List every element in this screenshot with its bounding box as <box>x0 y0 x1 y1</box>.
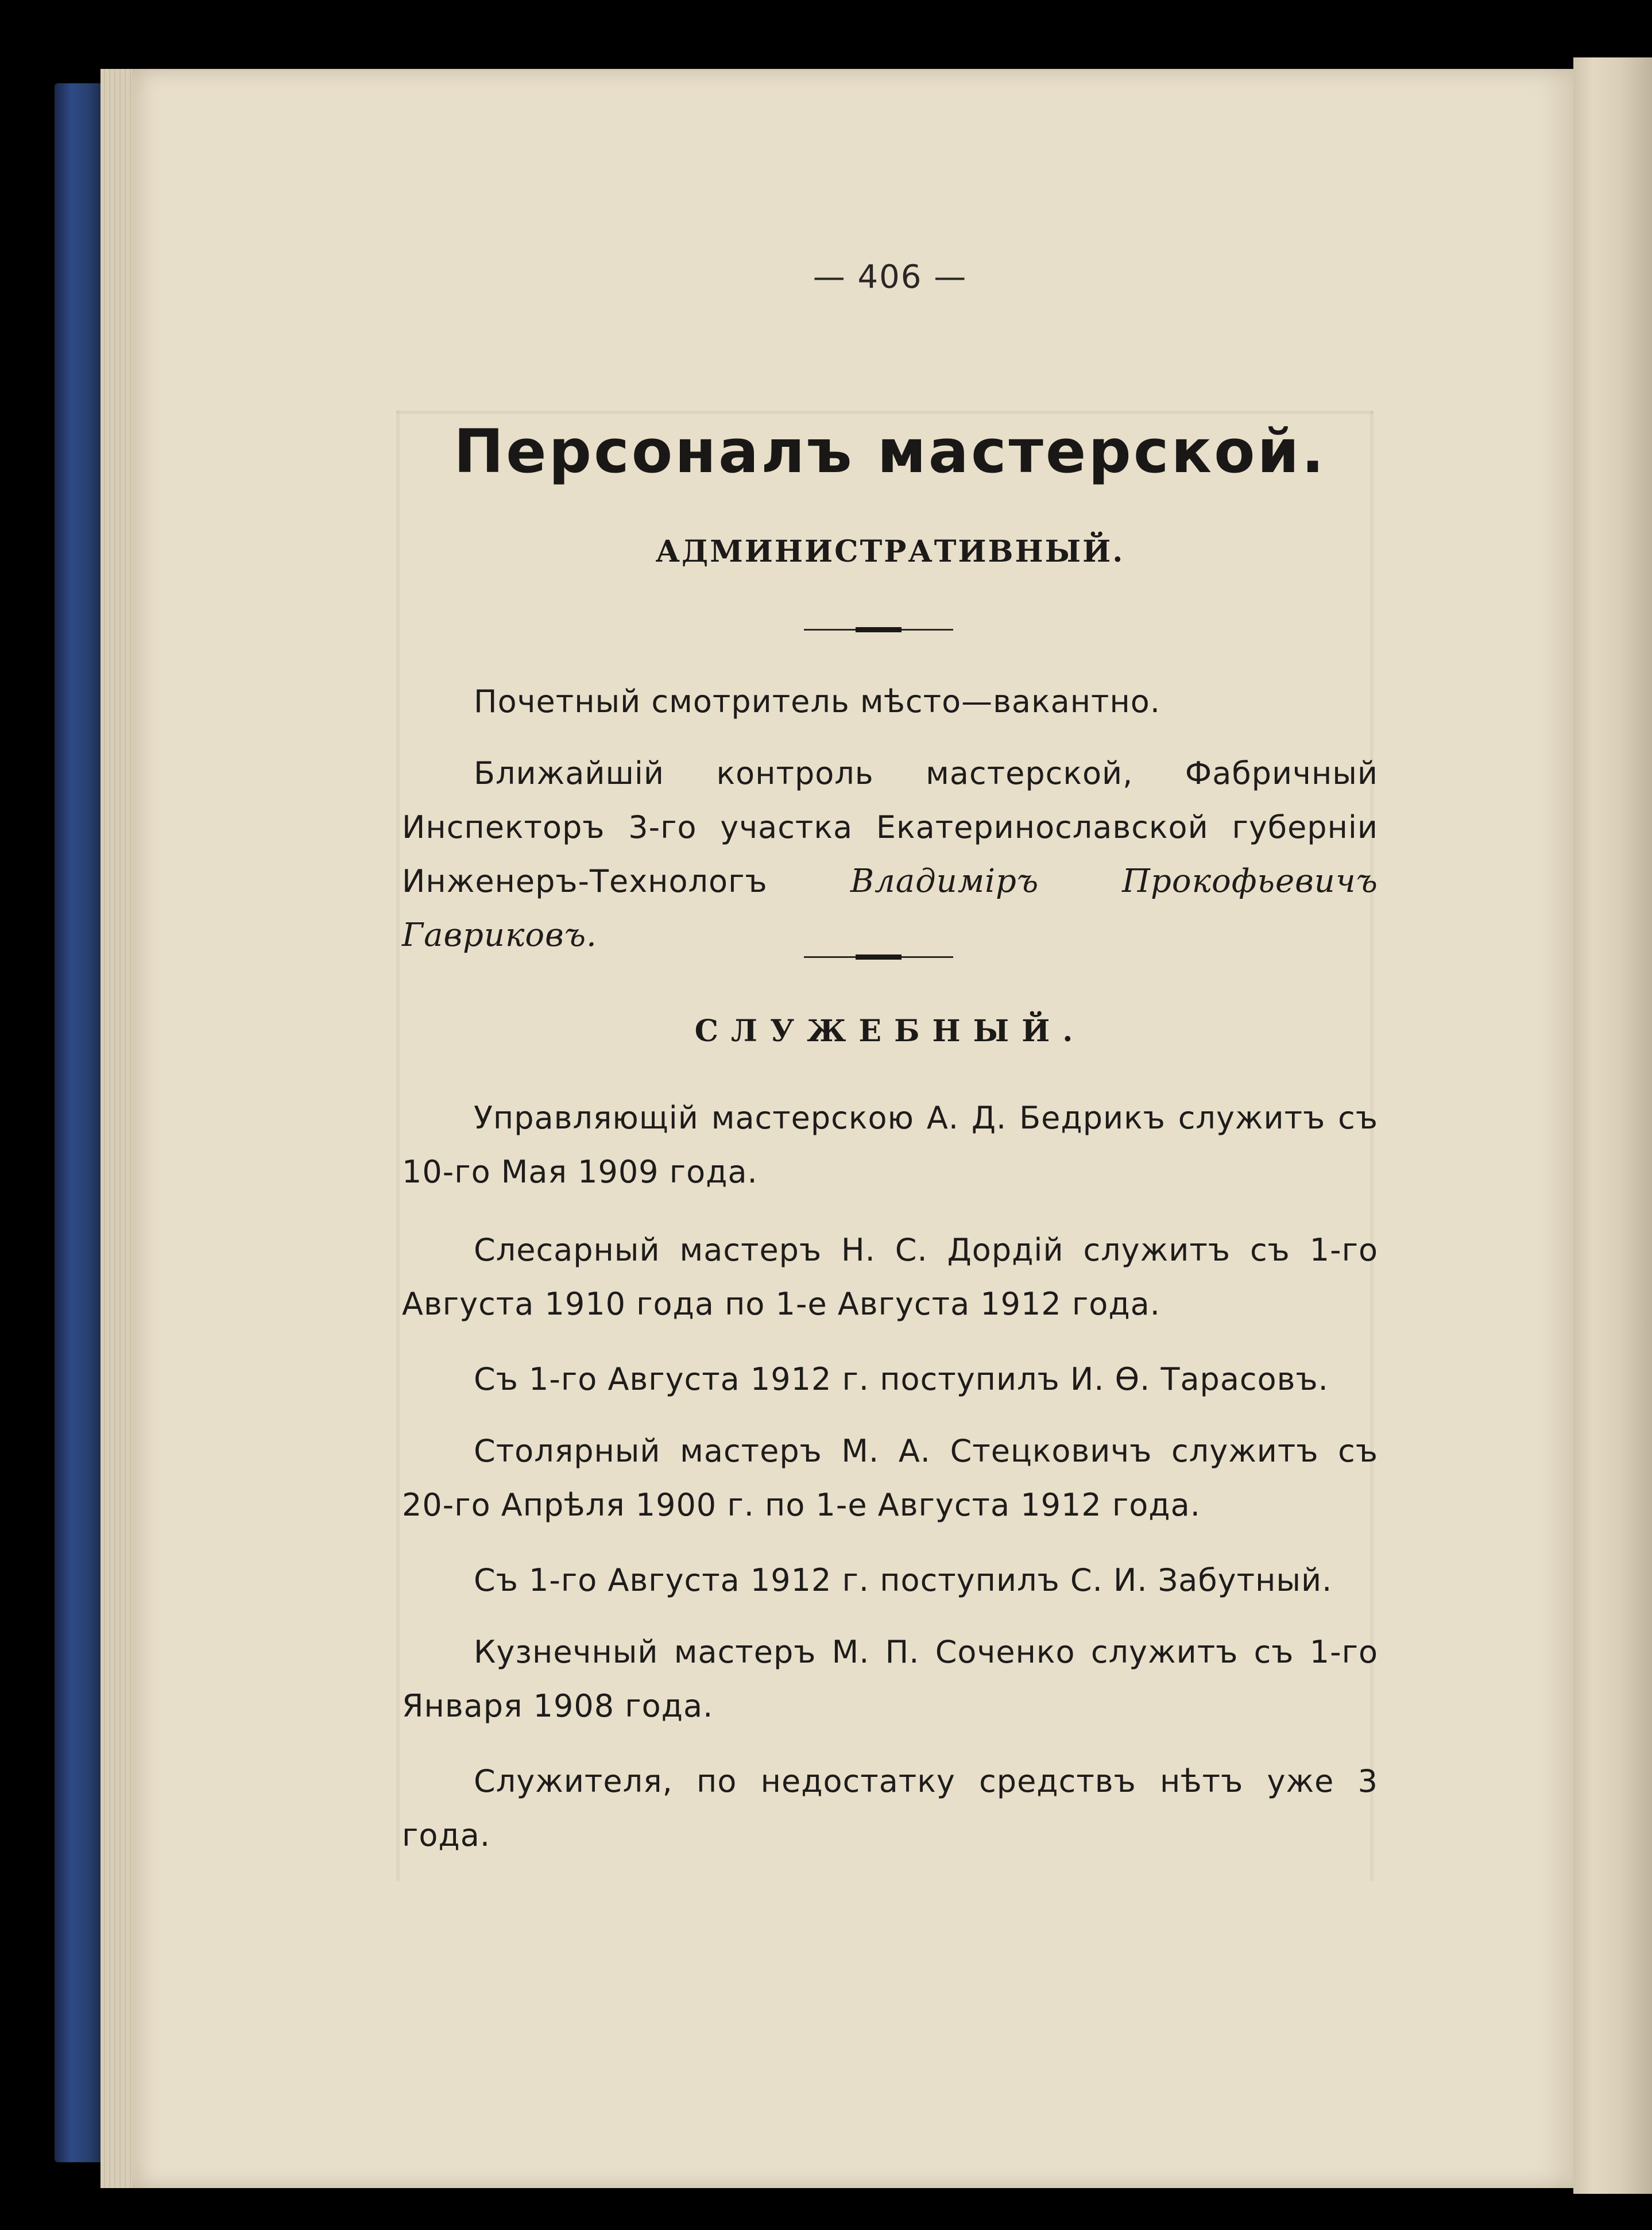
inspector-name: Владиміръ Прокофьевичъ Гавриковъ. <box>402 863 1379 954</box>
section-divider <box>804 629 953 631</box>
paragraph-servants <box>402 1754 1378 1862</box>
paragraph-text: Служителя, по недостатку средствъ нѣтъ уже 3 года. <box>402 1763 1378 1853</box>
paragraph-carpenter-master <box>402 1424 1378 1532</box>
book-binding <box>55 83 103 2162</box>
paragraph-text: Кузнечный мастеръ М. П. Соченко служитъ съ 1-го Января 1908 года. <box>402 1634 1378 1724</box>
paragraph-blacksmith-master <box>402 1625 1378 1733</box>
page-number: — 406 — <box>813 258 968 296</box>
paragraph-locksmith-master <box>402 1223 1378 1331</box>
paragraph-control <box>402 747 1378 963</box>
paragraph-honorary-supervisor <box>402 675 1378 729</box>
next-pages-edge <box>1573 57 1652 2194</box>
section-heading-service: СЛУЖЕБНЫЙ. <box>694 1014 1086 1049</box>
paragraph-text: Управляющій мастерскою А. Д. Бедрикъ служитъ съ 10-го Мая 1909 года. <box>402 1100 1378 1190</box>
section-divider <box>804 956 953 958</box>
paragraph-text: Столярный мастеръ М. А. Стецковичъ служитъ съ 20-го Апрѣля 1900 г. по 1-е Августа 1912 года. <box>402 1433 1378 1523</box>
paragraph-manager <box>402 1091 1378 1199</box>
paragraph-tarasov <box>402 1352 1378 1406</box>
section-heading-administrative: АДМИНИСТРАТИВНЫЙ. <box>655 534 1125 569</box>
paragraph-text: Ближайшій контроль мастерской, Фабричный Инспекторъ 3-го участка Екатеринославской губерніи Инженеръ-Технологъ <box>402 755 1378 899</box>
paragraph-zabutny <box>402 1553 1378 1607</box>
paragraph-text: Съ 1-го Августа 1912 г. поступилъ И. Ѳ. Тарасовъ. <box>474 1361 1329 1397</box>
paragraph-text: Слесарный мастеръ Н. С. Дордій служитъ съ 1-го Августа 1910 года по 1-е Августа 1912 года. <box>402 1232 1378 1322</box>
paragraph-text: Почетный смотритель мѣсто—вакантно. <box>474 683 1160 720</box>
paragraph-text: Съ 1-го Августа 1912 г. поступилъ С. И. Забутный. <box>474 1562 1333 1598</box>
page-title: Персоналъ мастерской. <box>454 416 1326 486</box>
